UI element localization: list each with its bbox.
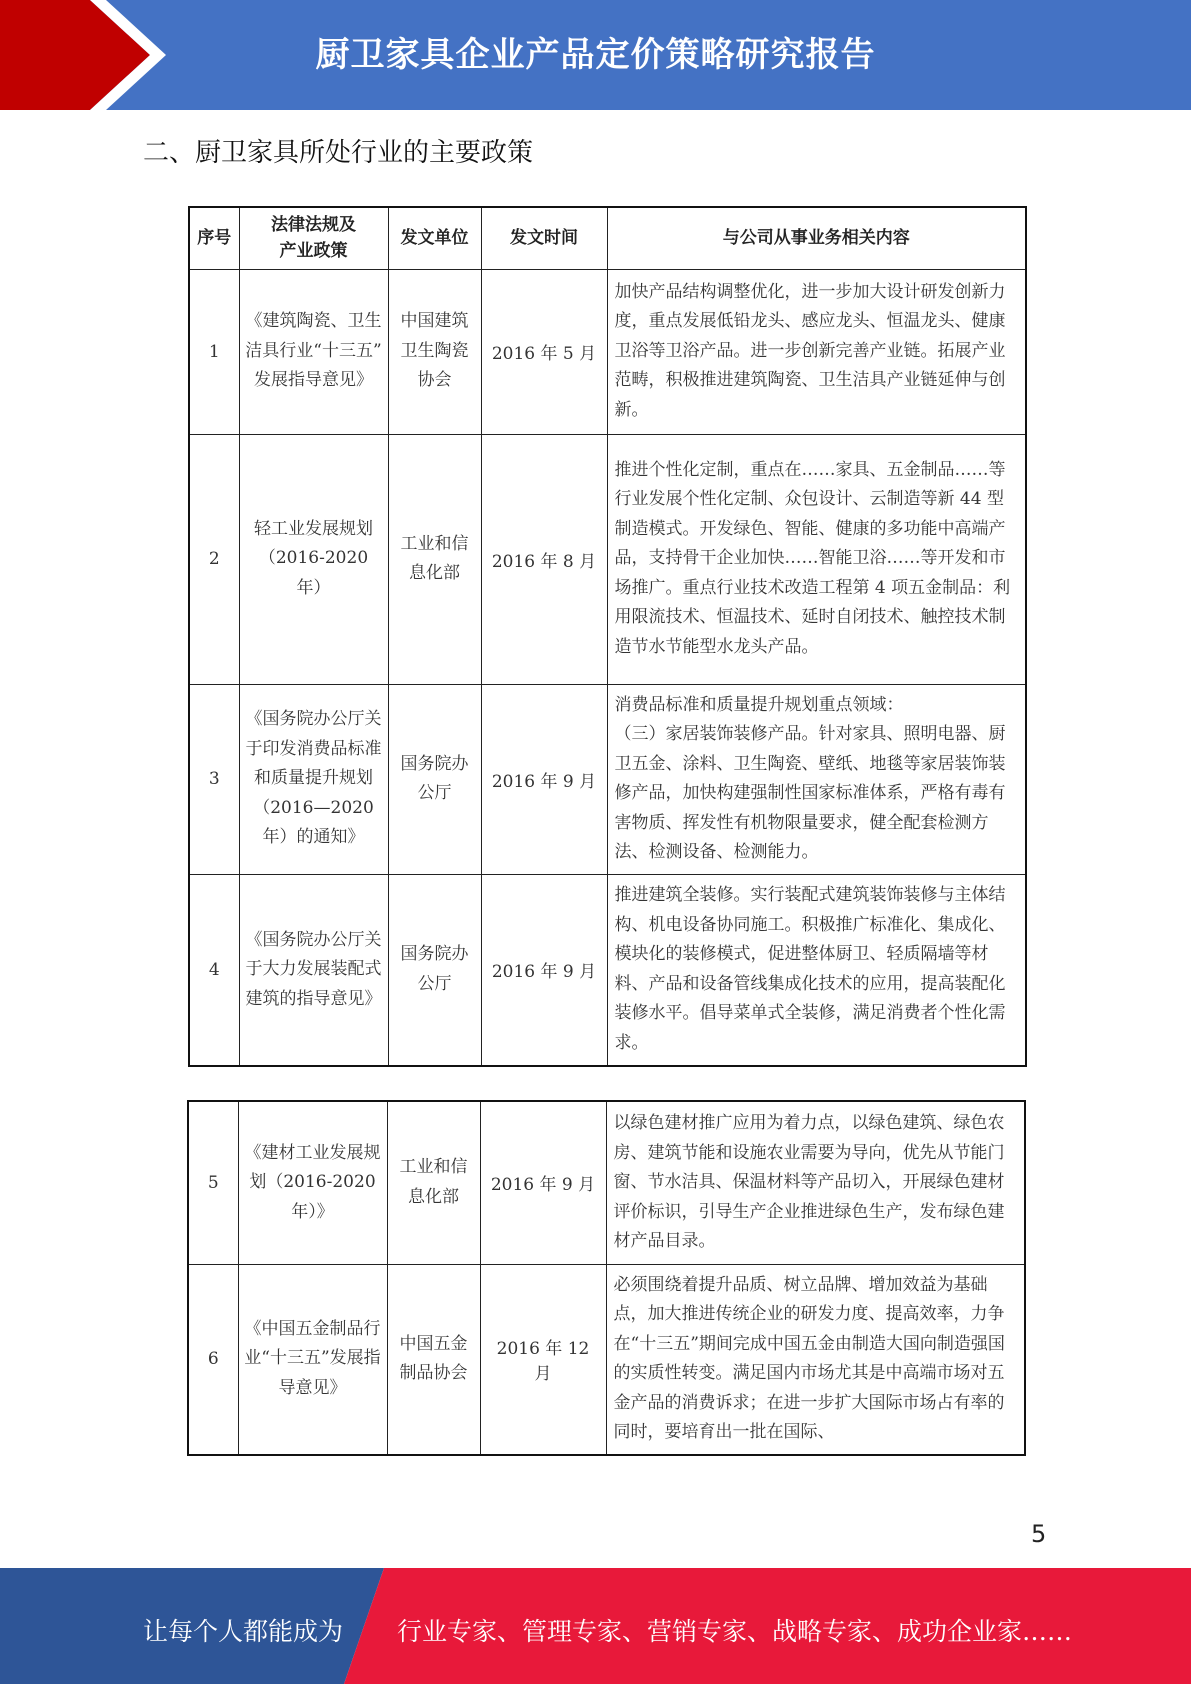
table-header-row bbox=[189, 207, 1026, 269]
header-banner bbox=[0, 0, 1191, 110]
policy-title: 《建筑陶瓷、卫生洁具行业“十三五” 发展指导意见》 bbox=[239, 269, 388, 434]
issue-date: 2016 年 9 月 bbox=[481, 874, 607, 1066]
issuing-unit: 国务院办公厅 bbox=[388, 874, 481, 1066]
table-row bbox=[189, 684, 1026, 874]
footer-slogan-right: 行业专家、管理专家、营销专家、战略专家、成功企业家…… bbox=[397, 1617, 1073, 1646]
table-row bbox=[189, 269, 1026, 434]
section-heading: 二、厨卫家具所处行业的主要政策 bbox=[143, 138, 534, 168]
policy-title: 《国务院办公厅关于大力发展装配式建筑的指导意见》 bbox=[239, 874, 388, 1066]
related-content: 加快产品结构调整优化，进一步加大设计研发创新力度，重点发展低铅龙头、感应龙头、恒温龙头、健康卫浴等卫浴产品。进一步创新完善产业链。拓展产业范畴，积极推进建筑陶瓷、卫生洁具产业链延伸与创新。 bbox=[607, 269, 1026, 434]
row-number: 1 bbox=[189, 269, 239, 434]
footer-slogan-left: 让每个人都能成为 bbox=[143, 1617, 344, 1646]
table-row bbox=[188, 1264, 1025, 1455]
issue-date: 2016 年 9 月 bbox=[480, 1101, 606, 1264]
related-content: 必须围绕着提升品质、树立品牌、增加效益为基础点，加大推进传统企业的研发力度、提高效率，力争在“十三五”期间完成中国五金由制造大国向制造强国的实质性转变。满足国内市场尤其是中高端市场对五金产品的消费诉求；在进一步扩大国际市场占有率的同时，要培育出一批在国际、 bbox=[606, 1264, 1025, 1455]
issuing-unit: 工业和信息化部 bbox=[388, 434, 481, 684]
row-number: 3 bbox=[189, 684, 239, 874]
related-content: 以绿色建材推广应用为着力点，以绿色建筑、绿色农房、建筑节能和设施农业需要为导向，优先从节能门窗、节水洁具、保温材料等产品切入，开展绿色建材评价标识，引导生产企业推进绿色生产，发布绿色建材产品目录。 bbox=[606, 1101, 1025, 1264]
policy-table bbox=[188, 206, 1027, 1067]
issuing-unit: 中国五金制品协会 bbox=[387, 1264, 480, 1455]
issue-date: 2016 年 9 月 bbox=[481, 684, 607, 874]
table-row bbox=[188, 1101, 1025, 1264]
policy-table-continued bbox=[187, 1100, 1026, 1456]
page-number: 5 bbox=[1031, 1520, 1047, 1548]
policy-title: 轻工业发展规划（2016-2020 年） bbox=[239, 434, 388, 684]
header-cell-title: 法律法规及 产业政策 bbox=[239, 207, 388, 269]
issue-date: 2016 年 12 月 bbox=[480, 1264, 606, 1455]
policy-title: 《中国五金制品行业“十三五”发展指导意见》 bbox=[238, 1264, 387, 1455]
header-cell-date: 发文时间 bbox=[481, 207, 607, 269]
issuing-unit: 国务院办公厅 bbox=[388, 684, 481, 874]
related-content: 消费品标准和质量提升规划重点领域： （三）家居装饰装修产品。针对家具、照明电器、厨卫五金、涂料、卫生陶瓷、壁纸、地毯等家居装饰装修产品，加快构建强制性国家标准体系，严格有毒有害物质、挥发性有机物限量要求，健全配套检测方法、检测设备、检测能力。 bbox=[607, 684, 1026, 874]
header-cell-unit: 发文单位 bbox=[388, 207, 481, 269]
related-content: 推进个性化定制，重点在……家具、五金制品……等行业发展个性化定制、众包设计、云制造等新 44 型制造模式。开发绿色、智能、健康的多功能中高端产品，支持骨干企业加快……智能卫浴……等开发和市场推广。重点行业技术改造工程第 4 项五金制品：利用限流技术、恒温技术、延时自闭技术、触控技术制造节水节能型水龙头产品。 bbox=[607, 434, 1026, 684]
row-number: 6 bbox=[188, 1264, 238, 1455]
issuing-unit: 工业和信息化部 bbox=[387, 1101, 480, 1264]
policy-title: 《国务院办公厅关于印发消费品标准和质量提升规划 （2016—2020 年）的通知》 bbox=[239, 684, 388, 874]
issuing-unit: 中国建筑卫生陶瓷协会 bbox=[388, 269, 481, 434]
related-content: 推进建筑全装修。实行装配式建筑装饰装修与主体结构、机电设备协同施工。积极推广标准化、集成化、模块化的装修模式，促进整体厨卫、轻质隔墙等材料、产品和设备管线集成化技术的应用，提高装配化装修水平。倡导菜单式全装修，满足消费者个性化需求。 bbox=[607, 874, 1026, 1066]
row-number: 4 bbox=[189, 874, 239, 1066]
header-cell-content: 与公司从事业务相关内容 bbox=[607, 207, 1026, 269]
issue-date: 2016 年 5 月 bbox=[481, 269, 607, 434]
row-number: 5 bbox=[188, 1101, 238, 1264]
issue-date: 2016 年 8 月 bbox=[481, 434, 607, 684]
header-cell-no: 序号 bbox=[189, 207, 239, 269]
table-row bbox=[189, 434, 1026, 684]
row-number: 2 bbox=[189, 434, 239, 684]
policy-title: 《建材工业发展规划（2016-2020 年）》 bbox=[238, 1101, 387, 1264]
table-row bbox=[189, 874, 1026, 1066]
report-title: 厨卫家具企业产品定价策略研究报告 bbox=[315, 35, 876, 75]
